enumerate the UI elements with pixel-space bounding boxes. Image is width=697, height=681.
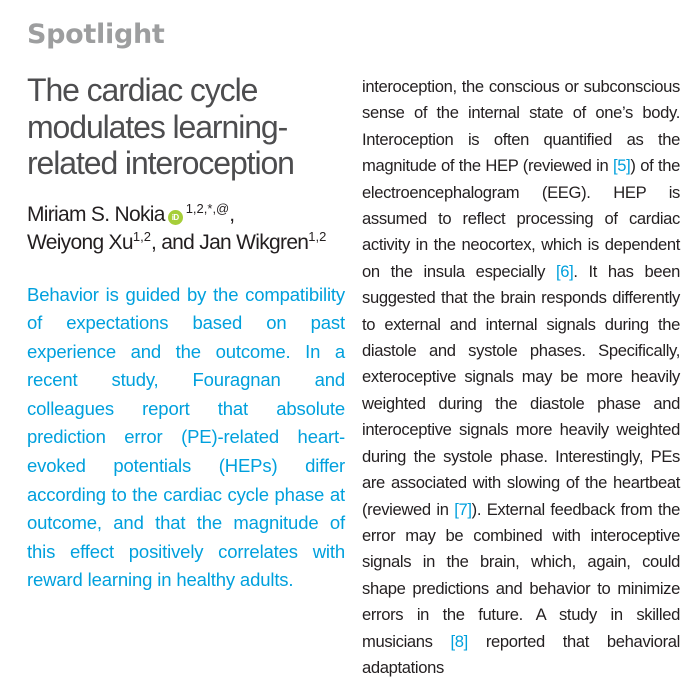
body-text-segment: reported that behavioral adaptations [362,631,680,677]
body-text-segment: ). External feedback from the error may be combined with interoceptive signals in the brain, which, again, could shape predictions and behavior to minimize errors in the future. A study in skilled musicians [362,499,680,651]
body-text-segment: . It has been suggested that the brain responds differently to external and internal signals during the diastole and systole phases. Specifically, exteroceptive signals may be more heavily weighted during the diastole phase and interoceptive signals more heavily weighted during the systole phase. Interestingly, PEs are associated with slowing of the heartbeat (reviewed in [362,261,680,519]
author-name: Weiyong Xu [27,230,133,254]
body-text-segment: interoception, the conscious or subconscious sense of the internal state of one’s body. Interoception is often quantified as the magnitude of the HEP (reviewed in [362,77,680,176]
right-column [362,74,680,681]
author-affiliation: 1,2 [308,228,327,244]
left-column [27,72,347,595]
author-name: Miriam S. Nokia [27,202,165,226]
author-affiliation: 1,2 [132,228,151,244]
article-title: The cardiac cycle modulates learning-related interoception [27,72,294,181]
reference-link-5[interactable]: [5] [613,156,631,176]
body-paragraph [362,74,680,681]
reference-link-7[interactable]: [7] [454,499,472,519]
body-text-segment: ) of the electroencephalogram (EEG). HEP is assumed to reflect processing of cardiac activity in the neocortex, which is dependent on the insula especially [362,156,681,281]
orcid-icon[interactable]: iD [168,210,183,225]
section-label: Spotlight [27,19,165,50]
reference-link-8[interactable]: [8] [450,631,468,651]
author-separator: , [229,202,235,226]
reference-link-6[interactable]: [6] [555,261,574,281]
abstract: Behavior is guided by the compatibility of expectations based on past experience and the outcome. In a recent study, Fouragnan and colleagues report that absolute prediction error (PE)-related heart-evoked potentials (HEPs) differ according to the cardiac cycle phase at outcome, and that the magnitude of this effect positively correlates with reward learning in healthy adults. [27,283,345,591]
author-list [27,201,347,257]
author-affiliation: 1,2,*,@ [185,200,230,216]
author-name: , and Jan Wikgren [150,230,309,254]
